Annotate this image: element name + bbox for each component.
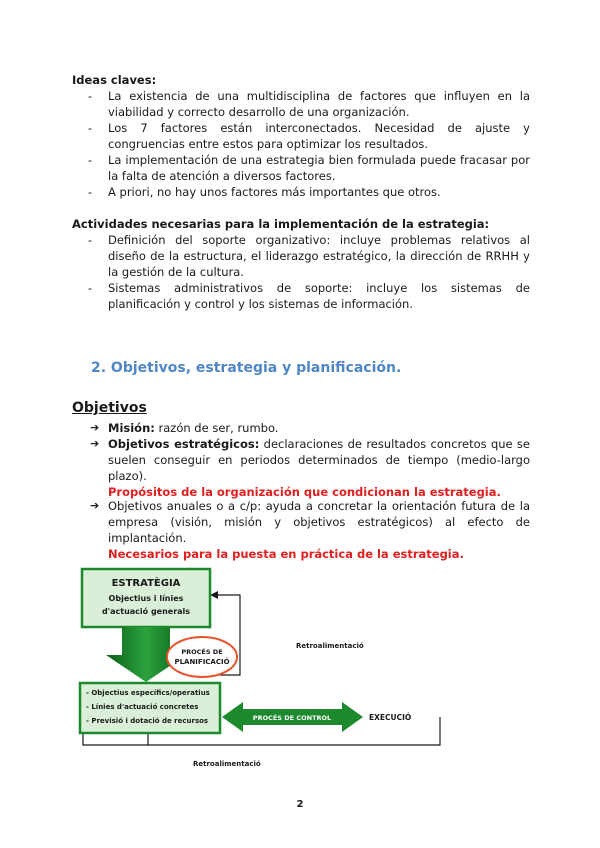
list-item: - Definición del soporte organizativo: incluye problemas relativos al diseño de la estructura, el liderazgo estratégico, la dirección de RRHH y la gestión de la cultura. bbox=[88, 233, 530, 279]
list-item: - Sistemas administrativos de soporte: incluye los sistemas de planificación y control y los sistemas de información. bbox=[88, 281, 530, 311]
arrow-icon: ➔ bbox=[90, 499, 100, 512]
arrow-icon: ➔ bbox=[90, 421, 100, 434]
list-item: - Los 7 factores están interconectados. Necesidad de ajuste y congruencias entre estos para optimizar los resultados. bbox=[88, 121, 530, 151]
planning-oval-line2: PLANIFICACIÓ bbox=[174, 658, 230, 666]
operational-item-3: - Previsió i dotació de recursos bbox=[86, 717, 209, 725]
page-number: 2 bbox=[296, 799, 304, 810]
estrategicos-highlight: Propósitos de la organización que condicionan la estrategia. bbox=[108, 485, 501, 499]
ideas-claves-title: Ideas claves: bbox=[72, 73, 157, 87]
arrow-icon: ➔ bbox=[90, 437, 100, 450]
control-label: PROCÉS DE CONTROL bbox=[252, 714, 332, 722]
operational-item-1: - Objectius específics/operatius bbox=[86, 689, 210, 697]
retro-label-right: Retroalimentació bbox=[296, 642, 364, 650]
strategy-box-line1: Objectius i línies bbox=[108, 594, 184, 603]
execucio-label: EXECUCIÓ bbox=[369, 713, 412, 722]
planning-oval bbox=[167, 637, 237, 677]
list-item: - A priori, no hay unos factores más importantes que otros. bbox=[88, 185, 441, 199]
feedback-line-left bbox=[83, 734, 148, 745]
actividades-title: Actividades necesarias para la implementación de la estrategia: bbox=[72, 217, 490, 231]
list-item: - La existencia de una multidisciplina de factores que influyen en la viabilidad y correcto desarrollo de una organización. bbox=[88, 89, 530, 119]
strategy-box-title: ESTRATÈGIA bbox=[111, 578, 181, 589]
operational-item-2: - Línies d'actuació concretes bbox=[86, 703, 199, 711]
anuales-highlight: Necesarios para la puesta en práctica de la estrategia. bbox=[108, 547, 464, 561]
strategy-box-line2: d'actuació generals bbox=[101, 607, 191, 616]
planning-oval-line1: PROCÉS DE bbox=[181, 648, 223, 656]
retro-label-bottom: Retroalimentació bbox=[193, 760, 261, 768]
objetivos-title: Objetivos bbox=[72, 400, 147, 416]
section-heading: 2. Objetivos, estrategia y planificación. bbox=[91, 360, 402, 376]
list-item: - La implementación de una estrategia bien formulada puede fracasar por la falta de atención a diversos factores. bbox=[88, 153, 530, 183]
list-item-estrategicos: ➔ Objetivos estratégicos: declaraciones de resultados concretos que se suelen conseguir en periodos determinados de tiempo (medio-largo plazo). Propósitos de la organización que condicionan la estrategia. bbox=[90, 437, 531, 499]
list-item-anuales: ➔ Objetivos anuales o a c/p: ayuda a concretar la orientación futura de la empresa (visión, misión y objetivos estratégicos) al efecto de implantación. Necesarios para la puesta en práctica de la estrategia. bbox=[90, 499, 530, 561]
list-item-mision: ➔ Misión: razón de ser, rumbo. bbox=[90, 421, 279, 435]
